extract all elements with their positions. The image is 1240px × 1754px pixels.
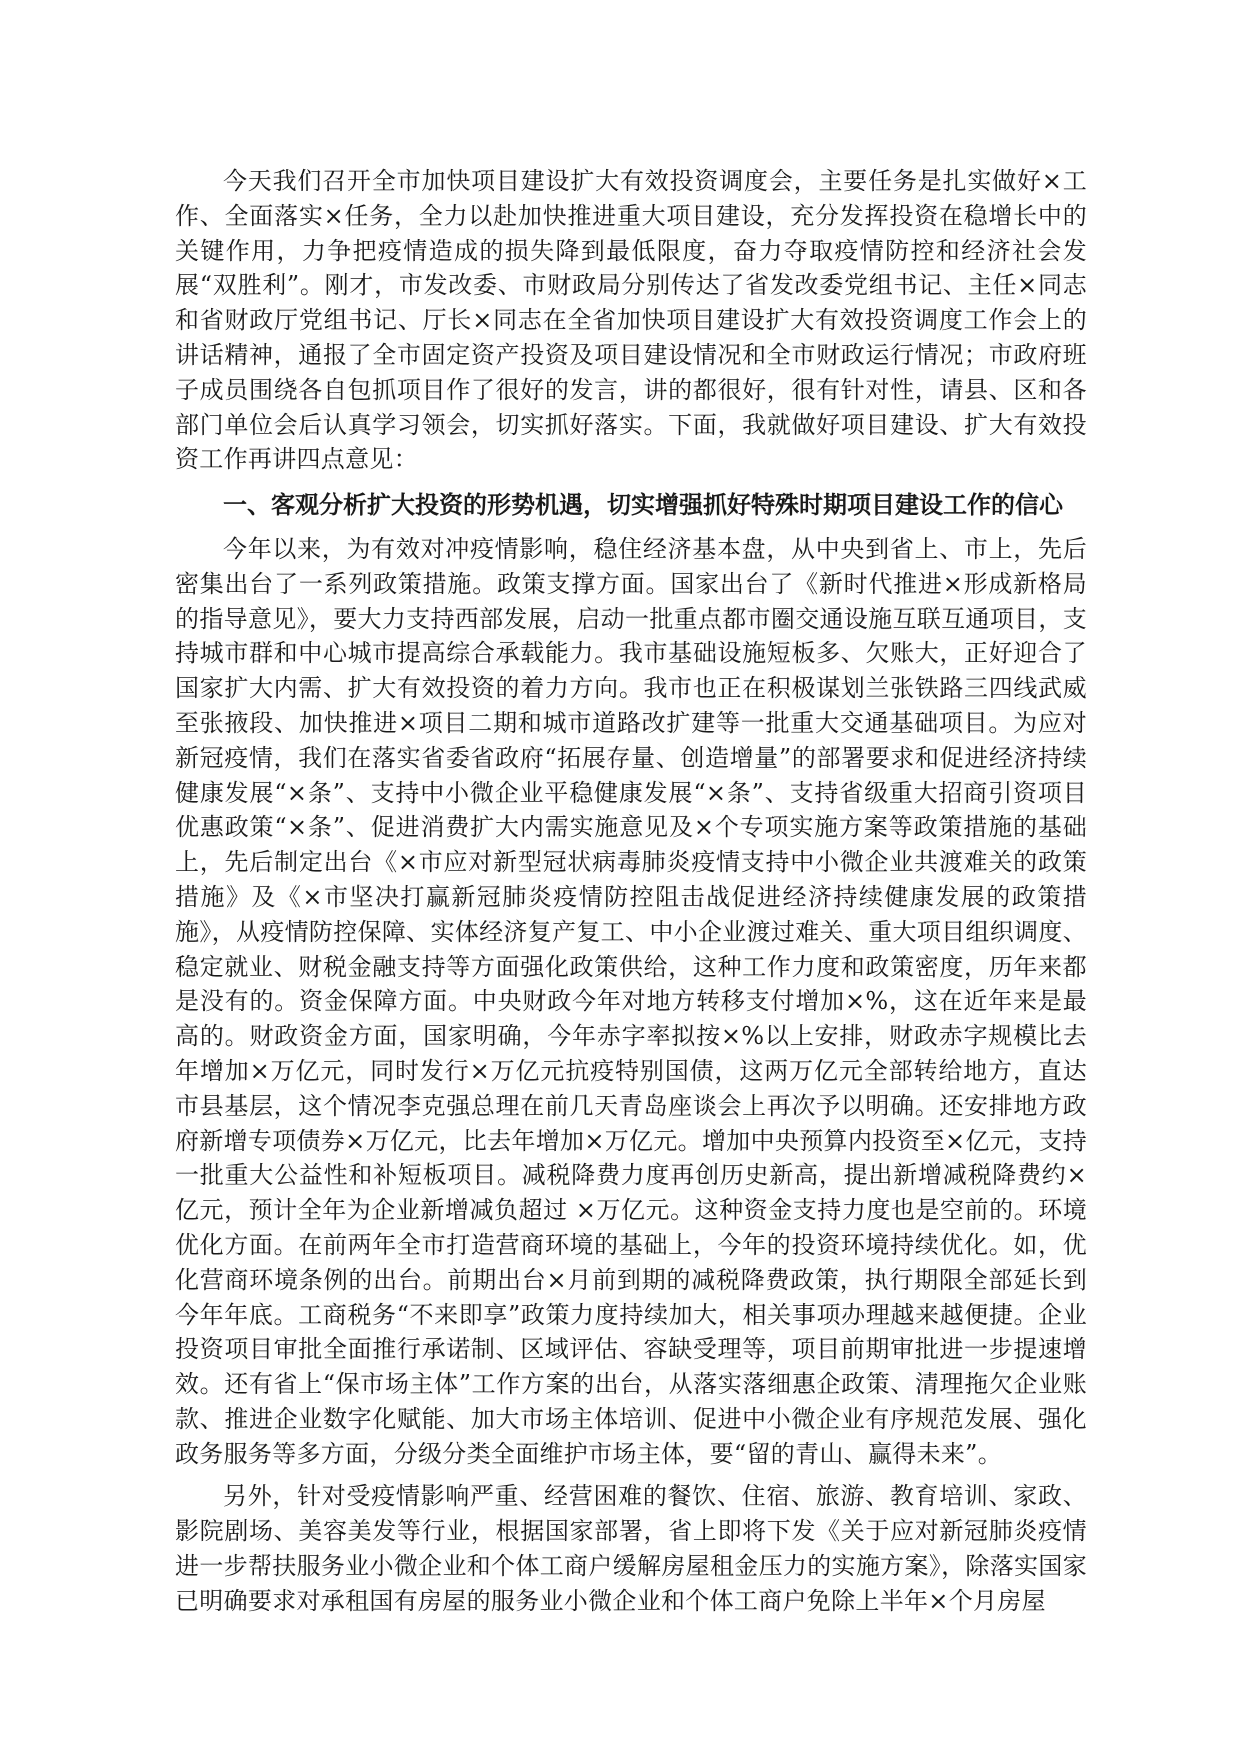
section-heading-1: 一、客观分析扩大投资的形势机遇，切实增强抓好特殊时期项目建设工作的信心 (223, 490, 1063, 520)
intro-paragraph: 今天我们召开全市加快项目建设扩大有效投资调度会，主要任务是扎实做好×工作、全面落实×任务，全力以赴加快推进重大项目建设，充分发挥投资在稳增长中的关键作用，力争把疫情造成的损失降到最低限度，奋力夺取疫情防控和经济社会发展“双胜利”。刚才，市发改委、市财政局分别传达了省发改委党组书记、主任×同志和省财政厅党组书记、厅长×同志在全省加快项目建设扩大有效投资调度工作会上的讲话精神，通报了全市固定资产投资及项目建设情况和全市财政运行情况；市政府班子成员围绕各自包抓项目作了很好的发言，讲的都很好，很有针对性，请县、区和各部门单位会后认真学习领会，切实抓好落实。下面，我就做好项目建设、扩大有效投资工作再讲四点意见： (175, 167, 1087, 474)
body-paragraph-2: 另外，针对受疫情影响严重、经营困难的餐饮、住宿、旅游、教育培训、家政、影院剧场、美容美发等行业，根据国家部署，省上即将下发《关于应对新冠肺炎疫情进一步帮扶服务业小微企业和个体工商户缓解房屋租金压力的实施方案》，除落实国家已明确要求对承租国有房屋的服务业小微企业和个体工商户免除上半年×个月房屋 (175, 1482, 1087, 1615)
body-paragraph-1: 今年以来，为有效对冲疫情影响，稳住经济基本盘，从中央到省上、市上，先后密集出台了一系列政策措施。政策支撑方面。国家出台了《新时代推进×形成新格局的指导意见》，要大力支持西部发展，启动一批重点都市圈交通设施互联互通项目，支持城市群和中心城市提高综合承载能力。我市基础设施短板多、欠账大，正好迎合了国家扩大内需、扩大有效投资的着力方向。我市也正在积极谋划兰张铁路三四线武威至张掖段、加快推进×项目二期和城市道路改扩建等一批重大交通基础项目。为应对新冠疫情，我们在落实省委省政府“拓展存量、创造增量”的部署要求和促进经济持续健康发展“×条”、支持中小微企业平稳健康发展“×条”、支持省级重大招商引资项目优惠政策“×条”、促进消费扩大内需实施意见及×个专项实施方案等政策措施的基础上，先后制定出台《×市应对新型冠状病毒肺炎疫情支持中小微企业共渡难关的政策措施》及《×市坚决打赢新冠肺炎疫情防控阻击战促进经济持续健康发展的政策措施》，从疫情防控保障、实体经济复产复工、中小企业渡过难关、重大项目组织调度、稳定就业、财税金融支持等方面强化政策供给，这种工作力度和政策密度，历年来都是没有的。资金保障方面。中央财政今年对地方转移支付增加×%，这在近年来是最高的。财政资金方面，国家明确，今年赤字率拟按×%以上安排，财政赤字规模比去年增加×万亿元，同时发行×万亿元抗疫特别国债，这两万亿元全部转给地方，直达市县基层，这个情况李克强总理在前几天青岛座谈会上再次予以明确。还安排地方政府新增专项债券×万亿元，比去年增加×万亿元。增加中央预算内投资至×亿元，支持一批重大公益性和补短板项目。减税降费力度再创历史新高，提出新增减税降费约×亿元，预计全年为企业新增减负超过 ×万亿元。这种资金支持力度也是空前的。环境优化方面。在前两年全市打造营商环境的基础上，今年的投资环境持续优化。如，优化营商环境条例的出台。前期出台×月前到期的减税降费政策，执行期限全部延长到今年年底。工商税务“不来即享”政策力度持续加大，相关事项办理越来越便捷。企业投资项目审批全面推行承诺制、区域评估、容缺受理等，项目前期审批进一步提速增效。还有省上“保市场主体”工作方案的出台，从落实落细惠企政策、清理拖欠企业账款、推进企业数字化赋能、加大市场主体培训、促进中小微企业有序规范发展、强化政务服务等多方面，分级分类全面维护市场主体，要“留的青山、赢得未来”。 (175, 534, 1087, 1468)
document-body (175, 164, 1087, 1619)
